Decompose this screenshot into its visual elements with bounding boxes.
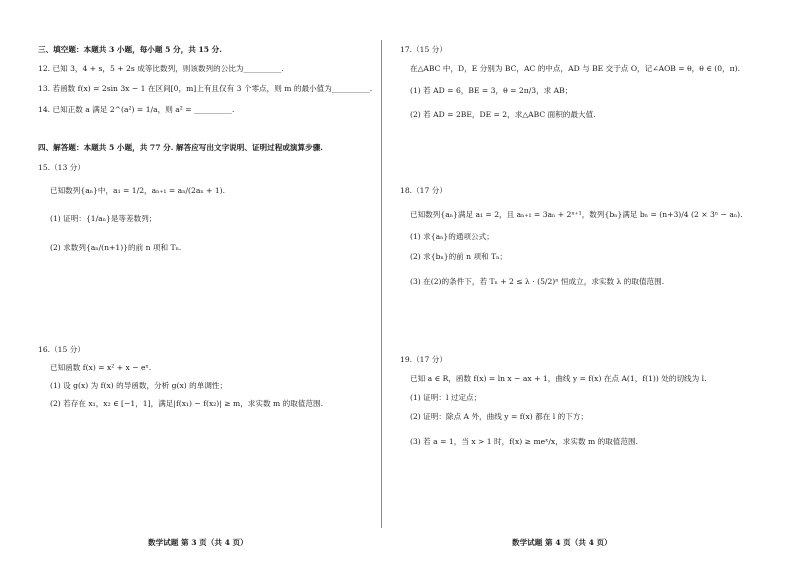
question-17-part-2: (2) 若 AD = 2BE，DE = 2，求△ABC 面积的最大值.	[410, 110, 596, 119]
question-15-given: 已知数列{aₙ}中，a₁ = 1/2，aₙ₊₁ = aₙ/(2aₙ + 1).	[50, 186, 226, 195]
question-16-part-1: (1) 设 g(x) 为 f(x) 的导函数，分析 g(x) 的单调性；	[50, 381, 228, 390]
question-16-part-2: (2) 若存在 x₁，x₂ ∈ [−1，1]，满足|f(x₁) − f(x₂)| ≥ m，求实数 m 的取值范围.	[50, 399, 323, 408]
question-13: 13. 若函数 f(x) = 2sin 3x − 1 在区间[0，m]上有且仅有 3 个零点，则 m 的最小值为__________.	[38, 84, 373, 93]
section3-header: 三、填空题：本题共 3 小题，每小题 5 分，共 15 分.	[38, 45, 222, 54]
question-18-part-3: (3) 在(2)的条件下，若 Tₙ + 2 ≤ λ · (5/2)ⁿ 恒成立，求实数 λ 的取值范围.	[410, 277, 665, 286]
question-12: 12. 已知 3，4 + s，5 + 2s 成等比数列，则该数列的公比为__________.	[38, 64, 284, 73]
question-17-title: 17.（15 分）	[400, 45, 447, 54]
question-19-part-2: (2) 证明：除点 A 外，曲线 y = f(x) 都在 l 的下方；	[410, 412, 588, 421]
page-divider	[381, 40, 382, 528]
question-16-given: 已知函数 f(x) = x² + x − eˣ.	[50, 363, 152, 372]
question-18-part-1: (1) 求{aₙ}的通项公式；	[410, 232, 494, 241]
question-19-given: 已知 a ∈ R，函数 f(x) = ln x − ax + 1，曲线 y = f(x) 在点 A(1，f(1)) 处的切线为 l.	[410, 374, 707, 383]
question-17-given: 在△ABC 中，D，E 分别为 BC，AC 的中点，AD 与 BE 交于点 O，记∠AOB = θ，θ ∈ (0，π).	[410, 64, 741, 73]
question-15-title: 15.（13 分）	[38, 163, 85, 172]
section4-header: 四、解答题：本题共 5 小题，共 77 分. 解答应写出文字说明、证明过程或演算步骤.	[38, 143, 323, 152]
question-19-part-1: (1) 证明：l 过定点；	[410, 393, 482, 402]
page-3-footer: 数学试题 第 3 页（共 4 页）	[148, 538, 248, 547]
question-18-given: 已知数列{aₙ}满足 a₁ = 2，且 aₙ₊₁ = 3aₙ + 2ⁿ⁺¹，数列{bₙ}满足 bₙ = (n+3)/4 (2 × 3ⁿ − aₙ).	[410, 210, 743, 219]
question-17-part-1: (1) 若 AD = 6，BE = 3，θ = 2π/3，求 AB；	[410, 86, 573, 95]
page-4-footer: 数学试题 第 4 页（共 4 页）	[512, 538, 612, 547]
question-15-part-2: (2) 求数列{aₙ/(n+1)}的前 n 项和 Tₙ.	[50, 243, 182, 252]
question-18-part-2: (2) 求{bₙ}的前 n 项和 Tₙ；	[410, 252, 508, 261]
question-19-part-3: (3) 若 a = 1，当 x > 1 时，f(x) ≥ meˣ/x，求实数 m 的取值范围.	[410, 437, 638, 446]
question-16-title: 16.（15 分）	[38, 345, 85, 354]
question-14: 14. 已知正数 a 满足 2^(a²) = 1/a，则 a² = __________.	[38, 105, 235, 114]
question-18-title: 18.（17 分）	[400, 186, 447, 195]
page-4	[400, 0, 800, 579]
question-19-title: 19.（17 分）	[400, 355, 447, 364]
question-15-part-1: (1) 证明：{1/aₙ}是等差数列；	[50, 214, 157, 223]
